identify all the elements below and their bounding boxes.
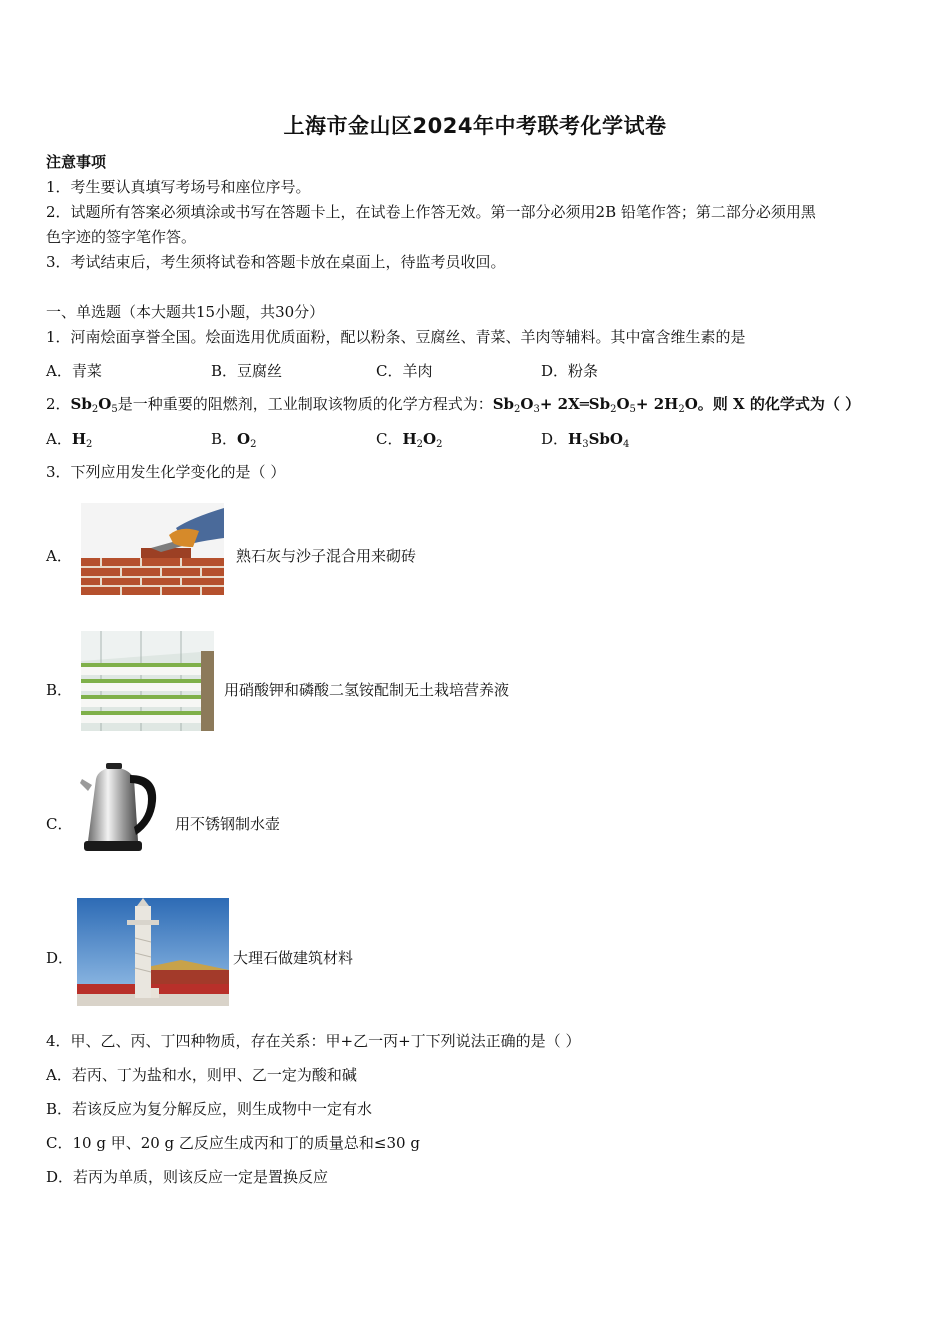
q2-eq-o: O: [520, 395, 534, 413]
q4-option-d: D．若丙为单质，则该反应一定是置换反应: [46, 1168, 329, 1186]
q2-eq-o: O: [616, 395, 630, 413]
q2-formula-o: O: [98, 395, 112, 413]
q1-option-a: A．青菜: [46, 362, 102, 380]
q2-sub: 2: [610, 404, 617, 415]
q2-option-sub: 2: [416, 439, 424, 450]
q1-option-d: D．粉条: [541, 362, 599, 380]
q2-eq-h: + 2H: [635, 395, 679, 413]
q1-option-b: B．豆腐丝: [211, 362, 283, 380]
q3-option-c-label: C．: [46, 815, 73, 833]
notice-item-1: 1．考生要认真填写考场号和座位序号。: [46, 178, 311, 196]
q2-formula-sb: Sb: [70, 395, 92, 413]
q2-option-sub: 3: [582, 439, 589, 450]
q2-option-sub: 2: [86, 439, 93, 450]
q3-option-b-label: B．: [46, 681, 73, 699]
q2-option-formula: O: [237, 430, 251, 448]
q2-option-formula: H: [568, 430, 583, 448]
q2-option-label: B．: [211, 430, 238, 448]
q2-option-sub: 4: [622, 439, 630, 450]
q2-option-sub: 2: [436, 439, 443, 450]
page-title: 上海市金山区2024年中考联考化学试卷: [283, 114, 667, 138]
greenhouse-image: [81, 631, 214, 731]
q3-option-d-text: 大理石做建筑材料: [233, 949, 354, 967]
notice-item-2-cont: 色字迹的签字笔作答。: [46, 228, 197, 246]
q2-option-label: D．: [541, 430, 569, 448]
q2-number: 2．: [46, 395, 71, 413]
brick-wall-image: [81, 503, 224, 595]
q2-eq-mid: + 2X═Sb: [539, 395, 611, 413]
notice-item-3: 3．考试结束后，考生须将试卷和答题卡放在桌面上，待监考员收回。: [46, 253, 506, 271]
q2-text: 是一种重要的阻燃剂，工业制取该物质的化学方程式为：: [117, 395, 493, 413]
q2-eq-sb: Sb: [492, 395, 515, 413]
q1-option-c: C．羊肉: [376, 362, 433, 380]
notice-item-2: 2．试题所有答案必须填涂或书写在答题卡上，在试卷上作答无效。第一部分必须用2B 铅笔作答；第二部分必须用黑: [46, 203, 816, 221]
q2-option-formula: O: [423, 430, 437, 448]
q2-option-formula: H: [402, 430, 417, 448]
question-3-stem: 3．下列应用发生化学变化的是（ ）: [46, 463, 286, 481]
marble-column-image: [77, 898, 229, 1006]
q3-option-a-text: 熟石灰与沙子混合用来砌砖: [236, 547, 417, 565]
question-2-stem: [46, 394, 860, 414]
q2-sub: 2: [91, 404, 99, 415]
q2-option-b: [211, 428, 256, 449]
notice-heading: 注意事项: [46, 153, 107, 171]
q2-sub: 2: [514, 404, 521, 415]
q2-option-c: [376, 428, 443, 449]
section-heading: 一、单选题（本大题共15小题，共30分）: [46, 303, 325, 321]
q2-option-label: A．: [46, 430, 72, 448]
q2-sub: 3: [533, 404, 540, 415]
kettle-image: [78, 761, 162, 857]
q2-sub: 2: [678, 404, 685, 415]
q4-option-b: B．若该反应为复分解反应，则生成物中一定有水: [46, 1100, 373, 1118]
q2-option-a: [46, 428, 92, 449]
q3-option-d-label: D．: [46, 949, 74, 967]
question-4-stem: 4．甲、乙、丙、丁四种物质，存在关系：甲+乙一丙+丁下列说法正确的是（ ）: [46, 1032, 581, 1050]
q4-option-c: C．10 g 甲、20 g 乙反应生成丙和丁的质量总和≤30 g: [46, 1134, 420, 1152]
q2-sub: 5: [111, 404, 118, 415]
q2-option-d: [541, 428, 629, 449]
q2-option-formula: SbO: [588, 430, 623, 448]
q3-option-b-text: 用硝酸钾和磷酸二氢铵配制无土栽培营养液: [224, 681, 510, 699]
q2-option-label: C．: [376, 430, 403, 448]
question-1-stem: 1．河南烩面享誉全国。烩面选用优质面粉，配以粉条、豆腐丝、青菜、羊肉等辅料。其中富含维生素的是: [46, 328, 746, 346]
q4-option-a: A．若丙、丁为盐和水，则甲、乙一定为酸和碱: [46, 1066, 357, 1084]
q2-sub: 5: [629, 404, 636, 415]
q2-eq-end: O。则 X 的化学式为（ ）: [684, 395, 861, 413]
q2-option-sub: 2: [250, 439, 257, 450]
q3-option-c-text: 用不锈钢制水壶: [175, 815, 281, 833]
q3-option-a-label: A．: [46, 547, 72, 565]
q2-option-formula: H: [71, 430, 87, 448]
